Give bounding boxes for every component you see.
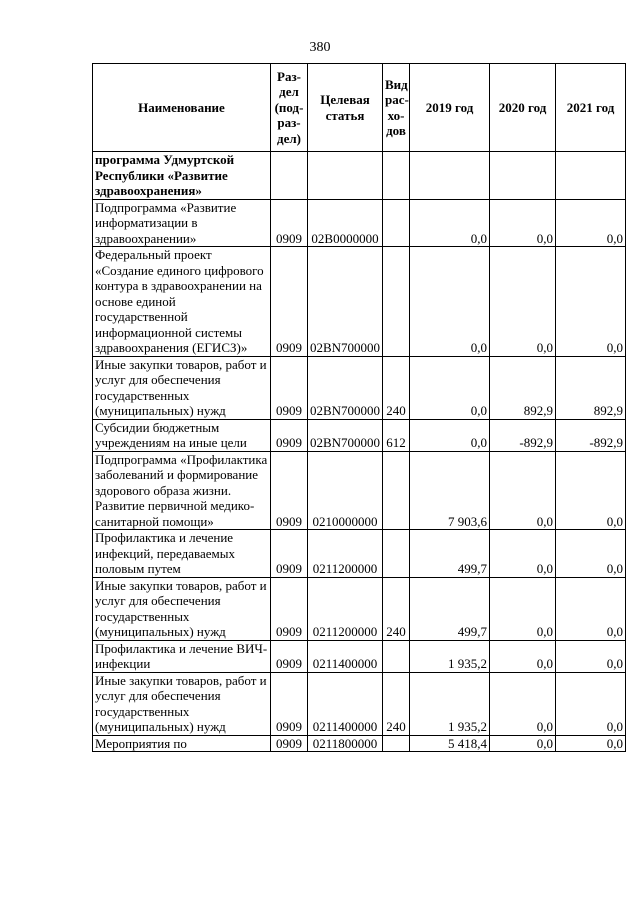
row-target: 0211200000 [308, 530, 383, 578]
row-target: 0210000000 [308, 451, 383, 530]
row-expense: 240 [383, 577, 410, 640]
row-name: Профилактика и лечение инфекций, передаваемых половым путем [93, 530, 271, 578]
row-2019: 0,0 [410, 356, 490, 419]
row-section: 0909 [271, 640, 308, 672]
row-section [271, 152, 308, 200]
row-target: 02BN700000 [308, 247, 383, 357]
row-expense [383, 640, 410, 672]
row-name: Иные закупки товаров, работ и услуг для обеспечения государственных (муниципальных) нужд [93, 356, 271, 419]
row-name: Подпрограмма «Развитие информатизации в здравоохранении» [93, 199, 271, 247]
row-2019: 1 935,2 [410, 640, 490, 672]
row-expense [383, 451, 410, 530]
table-row [93, 199, 626, 247]
header-section: Раз- дел (под- раз- дел) [271, 64, 308, 152]
row-2020: 0,0 [490, 199, 556, 247]
header-2021: 2021 год [556, 64, 626, 152]
row-expense [383, 199, 410, 247]
row-2019: 0,0 [410, 419, 490, 451]
row-name: Мероприятия по [93, 735, 271, 752]
row-2019: 0,0 [410, 247, 490, 357]
row-2021: 0,0 [556, 640, 626, 672]
table-row [93, 530, 626, 578]
row-name: Подпрограмма «Профилактика заболеваний и формирование здорового образа жизни. Развитие первичной медико-санитарной помощи» [93, 451, 271, 530]
row-2020: 0,0 [490, 640, 556, 672]
row-section: 0909 [271, 419, 308, 451]
row-2021: 0,0 [556, 199, 626, 247]
table-row [93, 672, 626, 735]
row-target: 0211400000 [308, 640, 383, 672]
row-2019: 5 418,4 [410, 735, 490, 752]
header-2020: 2020 год [490, 64, 556, 152]
table-row [93, 640, 626, 672]
row-2020: -892,9 [490, 419, 556, 451]
header-2019: 2019 год [410, 64, 490, 152]
row-2021: 892,9 [556, 356, 626, 419]
row-section: 0909 [271, 735, 308, 752]
row-expense [383, 530, 410, 578]
header-expense: Вид рас- хо- дов [383, 64, 410, 152]
budget-table [92, 63, 626, 752]
row-2021 [556, 152, 626, 200]
row-2021: -892,9 [556, 419, 626, 451]
row-2019: 499,7 [410, 530, 490, 578]
row-section: 0909 [271, 451, 308, 530]
row-expense: 240 [383, 672, 410, 735]
row-2021: 0,0 [556, 735, 626, 752]
row-2020: 0,0 [490, 735, 556, 752]
row-section: 0909 [271, 199, 308, 247]
row-2019 [410, 152, 490, 200]
row-2021: 0,0 [556, 530, 626, 578]
row-expense [383, 735, 410, 752]
row-name: Иные закупки товаров, работ и услуг для обеспечения государственных (муниципальных) нужд [93, 577, 271, 640]
row-section: 0909 [271, 530, 308, 578]
row-section: 0909 [271, 356, 308, 419]
row-2021: 0,0 [556, 247, 626, 357]
table-row [93, 247, 626, 357]
row-target [308, 152, 383, 200]
header-name: Наименование [93, 64, 271, 152]
row-2020: 0,0 [490, 247, 556, 357]
row-target: 0211400000 [308, 672, 383, 735]
row-expense [383, 152, 410, 200]
row-name: Федеральный проект «Создание единого цифрового контура в здравоохранении на основе единой государственной информационной системы здравоохранения (ЕГИСЗ)» [93, 247, 271, 357]
row-2021: 0,0 [556, 577, 626, 640]
row-expense [383, 247, 410, 357]
row-2019: 0,0 [410, 199, 490, 247]
row-section: 0909 [271, 247, 308, 357]
row-name: программа Удмуртской Республики «Развитие здравоохранения» [93, 152, 271, 200]
row-2019: 7 903,6 [410, 451, 490, 530]
row-name: Профилактика и лечение ВИЧ-инфекции [93, 640, 271, 672]
table-row [93, 419, 626, 451]
row-target: 0211200000 [308, 577, 383, 640]
row-expense: 240 [383, 356, 410, 419]
row-section: 0909 [271, 672, 308, 735]
table-row [93, 451, 626, 530]
row-2019: 1 935,2 [410, 672, 490, 735]
row-section: 0909 [271, 577, 308, 640]
row-2020: 0,0 [490, 451, 556, 530]
row-target: 02BN700000 [308, 419, 383, 451]
header-target: Целевая статья [308, 64, 383, 152]
row-target: 0211800000 [308, 735, 383, 752]
row-name: Субсидии бюджетным учреждениям на иные цели [93, 419, 271, 451]
row-2021: 0,0 [556, 451, 626, 530]
row-2020: 0,0 [490, 672, 556, 735]
row-2019: 499,7 [410, 577, 490, 640]
row-2020: 0,0 [490, 577, 556, 640]
table-row [93, 152, 626, 200]
row-2020: 892,9 [490, 356, 556, 419]
row-target: 02BN700000 [308, 356, 383, 419]
table-row [93, 735, 626, 752]
page-number: 380 [309, 40, 331, 55]
row-expense: 612 [383, 419, 410, 451]
row-2020 [490, 152, 556, 200]
row-2021: 0,0 [556, 672, 626, 735]
table-row [93, 577, 626, 640]
row-target: 02B0000000 [308, 199, 383, 247]
row-2020: 0,0 [490, 530, 556, 578]
row-name: Иные закупки товаров, работ и услуг для обеспечения государственных (муниципальных) нужд [93, 672, 271, 735]
table-row [93, 356, 626, 419]
